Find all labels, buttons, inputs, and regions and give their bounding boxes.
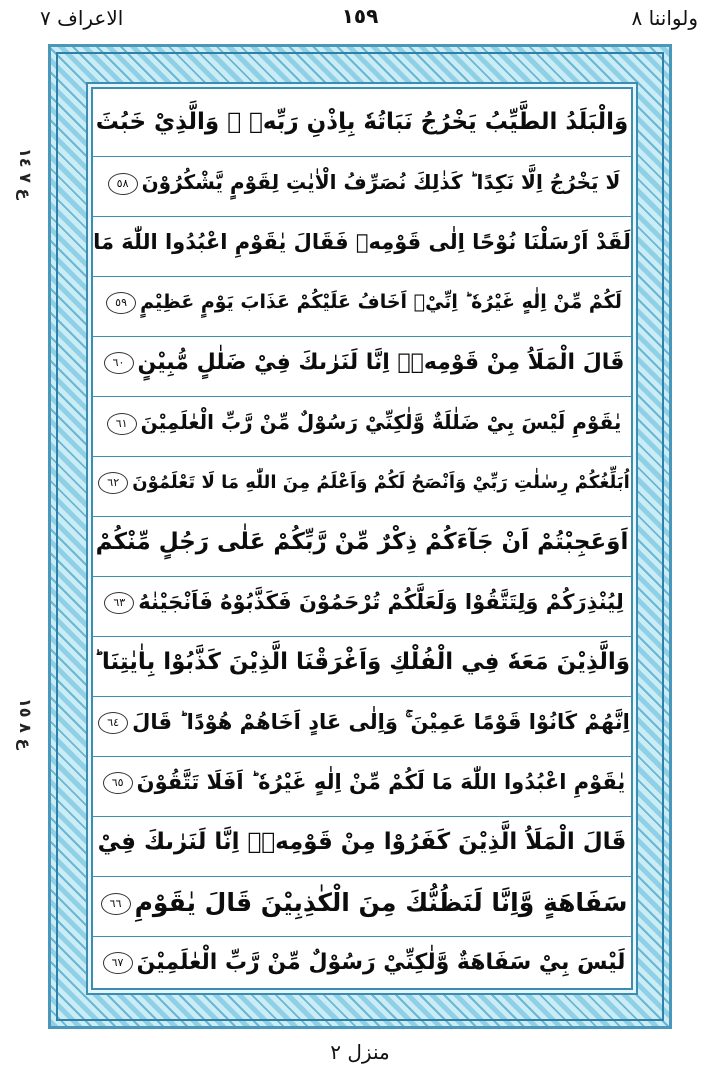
quran-line — [93, 749, 631, 817]
ayah-marker: ٦٢ — [98, 472, 128, 494]
ayah-marker: ٦٧ — [103, 952, 133, 974]
ruku-marker: ع ٨ ١٥ — [16, 698, 35, 750]
line-text: اَوَعَجِبْتُمْ اَنْ جَآءَكُمْ ذِكْرٌ مِّنْ رَّبِّكُمْ عَلٰى رَجُلٍ مِّنْكُمْ — [95, 529, 629, 555]
line-text: اُبَلِّغُكُمْ رِسٰلٰتِ رَبِّيْ وَاَنْصَحُ لَكُمْ وَاَعْلَمُ مِنَ اللّٰهِ مَا لَا تَعْلَمُوْنَ — [132, 472, 630, 493]
ayah-marker: ٦٠ — [104, 352, 134, 374]
quran-line — [93, 389, 631, 457]
line-text: لَقَدْ اَرْسَلْنَا نُوْحًا اِلٰى قَوْمِهٖ فَقَالَ يٰقَوْمِ اعْبُدُوا اللّٰهَ مَا — [93, 230, 631, 254]
line-text: يٰقَوْمِ اعْبُدُوا اللّٰهَ مَا لَكُمْ مِّنْ اِلٰهٍ غَيْرُهٗ ؕ اَفَلَا تَتَّقُوْنَ — [136, 770, 626, 794]
line-text: يٰقَوْمِ لَيْسَ بِيْ ضَلٰلَةٌ وَّلٰكِنِّيْ رَسُوْلٌ مِّنْ رَّبِّ الْعٰلَمِيْنَ — [140, 410, 622, 434]
quran-line — [93, 569, 631, 637]
ayah-marker: ٦٣ — [104, 592, 134, 614]
quran-line — [93, 689, 631, 757]
line-text: وَالْبَلَدُ الطَّيِّبُ يَخْرُجُ نَبَاتُهٗ بِاِذْنِ رَبِّهٖ ۚ وَالَّذِيْ خَبُثَ — [95, 109, 629, 135]
line-text: لَكُمْ مِّنْ اِلٰهٍ غَيْرُهٗ ؕ اِنِّيْۤ اَخَافُ عَلَيْكُمْ عَذَابَ يَوْمٍ عَظِيْمٍ — [140, 291, 622, 313]
ayah-marker: ٦٦ — [101, 893, 131, 915]
ayah-marker: ٦٥ — [103, 772, 133, 794]
juz-title: ولواننا ٨ — [631, 6, 698, 30]
quran-line — [93, 269, 631, 337]
ayah-marker: ٦١ — [107, 413, 137, 435]
quran-line — [93, 449, 631, 517]
quran-line — [93, 149, 631, 217]
page-number: ١٥٩ — [341, 4, 379, 28]
ayah-marker: ٥٨ — [108, 173, 138, 195]
line-text: وَالَّذِيْنَ مَعَهٗ فِي الْفُلْكِ وَاَغْرَقْنَا الَّذِيْنَ كَذَّبُوْا بِاٰيٰتِنَا ؕ — [93, 649, 631, 675]
line-text: لَيْسَ بِيْ سَفَاهَةٌ وَّلٰكِنِّيْ رَسُوْلٌ مِّنْ رَّبِّ الْعٰلَمِيْنَ — [136, 950, 626, 975]
quran-line — [93, 329, 631, 397]
ayah-marker: ٦٤ — [98, 712, 128, 734]
quran-line — [93, 209, 631, 277]
quran-line — [93, 509, 631, 577]
manzil-footer: منزل ٢ — [330, 1040, 390, 1064]
quran-line — [93, 89, 631, 157]
quran-line — [93, 629, 631, 697]
line-text: قَالَ الْمَلَاُ الَّذِيْنَ كَفَرُوْا مِنْ قَوْمِهٖۤ اِنَّا لَنَرٰىكَ فِيْ — [97, 829, 627, 855]
quran-line — [93, 869, 631, 937]
line-text: قَالَ الْمَلَاُ مِنْ قَوْمِهٖۤ اِنَّا لَنَرٰىكَ فِيْ ضَلٰلٍ مُّبِيْنٍ — [137, 350, 625, 375]
page-header — [0, 0, 720, 40]
ruku-marker: ع ٧ ١٤ — [16, 148, 35, 200]
line-text: سَفَاهَةٍ وَّاِنَّا لَنَظُنُّكَ مِنَ الْكٰذِبِيْنَ قَالَ يٰقَوْمِ — [134, 888, 628, 917]
surah-title: الاعراف ٧ — [40, 6, 124, 30]
line-text: لَا يَخْرُجُ اِلَّا نَكِدًا ؕ كَذٰلِكَ نُصَرِّفُ الْاٰيٰتِ لِقَوْمٍ يَّشْكُرُوْنَ — [141, 170, 621, 194]
line-text: اِنَّهُمْ كَانُوْا قَوْمًا عَمِيْنَ ۚ وَاِلٰى عَادٍ اَخَاهُمْ هُوْدًا ؕ قَالَ — [132, 710, 630, 734]
ayah-marker: ٥٩ — [106, 292, 136, 314]
text-area — [91, 87, 633, 990]
ornamental-border — [48, 44, 672, 1029]
quran-line — [93, 809, 631, 877]
line-text: لِيُنْذِرَكُمْ وَلِتَتَّقُوْا وَلَعَلَّكُمْ تُرْحَمُوْنَ فَكَذَّبُوْهُ فَاَنْجَيْنٰهُ — [138, 590, 624, 614]
quran-line — [93, 929, 631, 996]
